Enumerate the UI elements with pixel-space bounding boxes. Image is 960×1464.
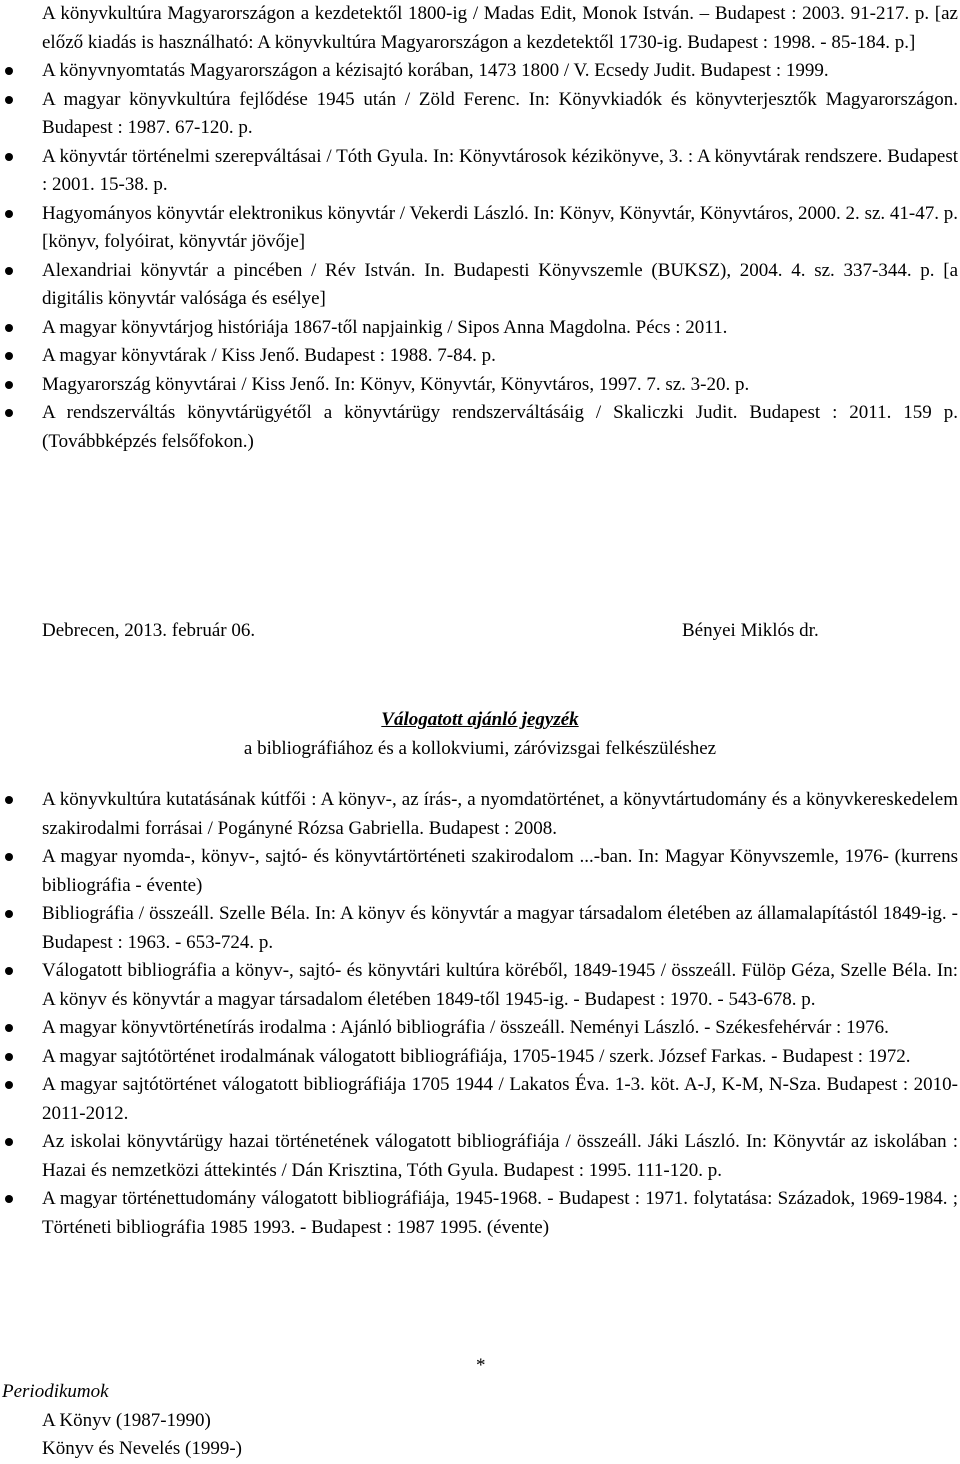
- recommended-list: [0, 786, 960, 1242]
- bullet-icon: [5, 381, 13, 389]
- place-date: Debrecen, 2013. február 06.: [42, 620, 256, 641]
- recommended-item-text: A magyar könyvtörténetírás irodalma : Ajánló bibliográfia / összeáll. Neményi László. - Székesfehérvár : 1976.: [42, 1017, 889, 1038]
- bullet-icon: [5, 352, 13, 360]
- list-heading: [0, 706, 960, 763]
- bibliography-item-text: A könyvtár történelmi szerepváltásai / Tóth Gyula. In: Könyvtárosok kézikönyve, 3. : A könyvtárak rendszere. Budapest : 2001. 15-38. p.: [42, 145, 958, 195]
- recommended-item-text: Bibliográfia / összeáll. Szelle Béla. In: A könyv és könyvtár a magyar társadalom életében az államalapítástól 1849-ig. - Budapest : 1963. - 653-724. p.: [42, 903, 958, 953]
- bibliography-list: [0, 0, 960, 456]
- recommended-item-text: A magyar sajtótörténet válogatott bibliográfiája 1705 1944 / Lakatos Éva. 1-3. köt. A-J, K-M, N-Sza. Budapest : 2010-2011-2012.: [42, 1074, 958, 1124]
- author-signature: Bényei Miklós dr.: [682, 620, 819, 641]
- list-subtitle: a bibliográfiához és a kollokviumi, záróvizsgai felkészüléshez: [243, 737, 717, 759]
- bibliography-item: [0, 57, 960, 86]
- bibliography-item-text: A könyvkultúra Magyarországon a kezdetektől 1800-ig / Madas Edit, Monok István. – Budapest : 2003. 91-217. p. [az előző kiadás is használható: A könyvkultúra Magyarországon a kezdetektől 1730-ig. Budapest : 1998. - 85-184. p.]: [42, 3, 958, 53]
- bullet-icon: [5, 910, 13, 918]
- bullet-icon: [5, 796, 13, 804]
- bullet-icon: [5, 96, 13, 104]
- bibliography-item-text: Alexandriai könyvtár a pincében / Rév István. In. Budapesti Könyvszemle (BUKSZ), 2004. 4. sz. 337-344. p. [a digitális könyvtár valósága és esélye]: [42, 259, 958, 309]
- bullet-icon: [5, 210, 13, 218]
- bibliography-item: [0, 342, 960, 371]
- bibliography-item: [0, 86, 960, 143]
- recommended-item-text: A magyar történettudomány válogatott bibliográfiája, 1945-1968. - Budapest : 1971. folytatása: Századok, 1969-1984. ; Történeti bibliográfia 1985 1993. - Budapest : 1987 1995. (évente): [42, 1188, 958, 1238]
- recommended-item: [0, 786, 960, 843]
- recommended-item: [0, 1185, 960, 1242]
- bibliography-item-text: Magyarország könyvtárai / Kiss Jenő. In: Könyv, Könyvtár, Könyvtáros, 1997. 7. sz. 3-20. p.: [42, 373, 750, 395]
- recommended-item-text: A könyvkultúra kutatásának kútfői : A könyv-, az írás-, a nyomdatörténet, a könyvtártudomány és a könyvkereskedelem szakirodalmi forrásai / Pogányné Rózsa Gabriella. Budapest : 2008.: [42, 789, 958, 839]
- bullet-icon: [5, 409, 13, 417]
- list-title: Válogatott ajánló jegyzék: [381, 709, 579, 730]
- bullet-icon: [5, 1138, 13, 1146]
- periodicals-section: [2, 1378, 242, 1464]
- bibliography-item-text: Hagyományos könyvtár elektronikus könyvtár / Vekerdi László. In: Könyv, Könyvtár, Könyvtáros, 2000. 2. sz. 41-47. p. [könyv, folyóirat, könyvtár jövője]: [42, 202, 958, 252]
- bullet-icon: [5, 967, 13, 975]
- bibliography-item: [0, 399, 960, 456]
- bullet-icon: [5, 324, 13, 332]
- recommended-item: [0, 1071, 960, 1128]
- periodicals-title: Periodikumok: [2, 1381, 109, 1402]
- bibliography-item-text: A könyvnyomtatás Magyarországon a kézisajtó korában, 1473 1800 / V. Ecsedy Judit. Budapest : 1999.: [42, 60, 829, 81]
- bibliography-item-text: A magyar könyvtárak / Kiss Jenő. Budapest : 1988. 7-84. p.: [42, 345, 496, 366]
- bullet-icon: [5, 1053, 13, 1061]
- recommended-item: [0, 1014, 960, 1043]
- bibliography-item: [0, 257, 960, 314]
- bullet-icon: [5, 853, 13, 861]
- bibliography-item-text: A magyar könyvkultúra fejlődése 1945 után / Zöld Ferenc. In: Könyvkiadók és könyvterjesztők Magyarországon. Budapest : 1987. 67-120. p.: [42, 88, 958, 138]
- recommended-item: [0, 900, 960, 957]
- periodical-item: A Könyv (1987-1990): [42, 1409, 211, 1431]
- bullet-icon: [5, 67, 13, 75]
- bullet-icon: [5, 1024, 13, 1032]
- recommended-item-text: A magyar sajtótörténet irodalmának válogatott bibliográfiája, 1705-1945 / szerk. József Farkas. - Budapest : 1972.: [42, 1045, 911, 1067]
- recommended-item: [0, 957, 960, 1014]
- bibliography-item: [0, 314, 960, 343]
- bibliography-item-text: A rendszerváltás könyvtárügyétől a könyvtárügy rendszerváltásáig / Skaliczki Judit. Budapest : 2011. 159 p. (Továbbképzés felsőfokon.): [42, 402, 958, 452]
- bibliography-item: [0, 0, 960, 57]
- recommended-item: [0, 1043, 960, 1072]
- recommended-item-text: Válogatott bibliográfia a könyv-, sajtó- és könyvtári kultúra köréből, 1849-1945 / összeáll. Fülöp Géza, Szelle Béla. In: A könyv és könyvtár a magyar társadalom életében 1849-től 1945-ig. - Budapest : 1970. - 543-678. p.: [42, 960, 958, 1010]
- recommended-item: [0, 1128, 960, 1185]
- bibliography-item: [0, 200, 960, 257]
- bibliography-item-text: A magyar könyvtárjog históriája 1867-től napjainkig / Sipos Anna Magdolna. Pécs : 2011.: [42, 316, 728, 338]
- recommended-item-text: Az iskolai könyvtárügy hazai történetének válogatott bibliográfiája / összeáll. Jáki László. In: Könyvtár az iskolában : Hazai és nemzetközi áttekintés / Dán Krisztina, Tóth Gyula. Budapest : 1995. 111-120. p.: [42, 1131, 958, 1181]
- signature-row: [42, 617, 942, 647]
- recommended-item: [0, 843, 960, 900]
- bullet-icon: [5, 153, 13, 161]
- bullet-icon: [5, 1195, 13, 1203]
- bibliography-item: [0, 143, 960, 200]
- recommended-list-section: [0, 786, 960, 1242]
- bullet-icon: [5, 267, 13, 275]
- bibliography-section-1: [0, 0, 960, 456]
- bullet-icon: [5, 1081, 13, 1089]
- recommended-item-text: A magyar nyomda-, könyv-, sajtó- és könyvtártörténeti szakirodalom ...-ban. In: Magyar Könyvszemle, 1976- (kurrens bibliográfia - évente): [42, 846, 958, 896]
- section-separator: *: [476, 1355, 486, 1376]
- bibliography-item: [0, 371, 960, 400]
- periodical-item: Könyv és Nevelés (1999-): [42, 1438, 242, 1459]
